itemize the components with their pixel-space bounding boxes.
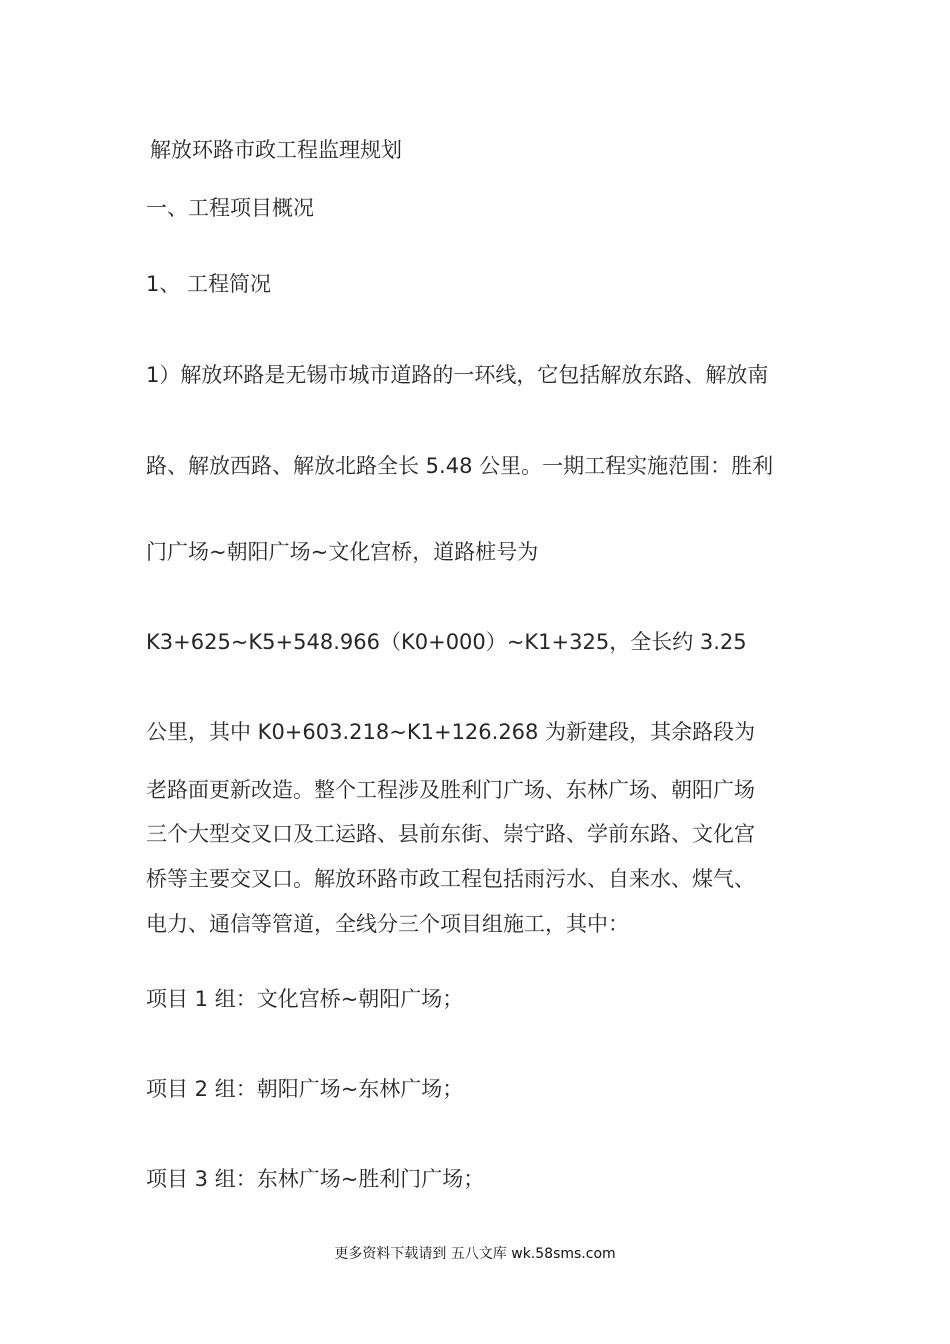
body-line: 三个大型交叉口及工运路、县前东街、崇宁路、学前东路、文化宫 (146, 822, 755, 846)
list-item: 项目 2 组：朝阳广场~东林广场； (146, 1077, 464, 1101)
section-heading: 一、工程项目概况 (146, 196, 314, 220)
body-line: 门广场~朝阳广场~文化宫桥，道路桩号为 (146, 540, 539, 564)
footer-link[interactable]: 更多资料下载请到 五八文库 wk.58sms.com (334, 1246, 616, 1262)
body-line: 1）解放环路是无锡市城市道路的一环线，它包括解放东路、解放南 (146, 363, 769, 387)
body-line: K3+625~K5+548.966（K0+000）~K1+325，全长约 3.25 (146, 630, 747, 654)
body-line: 电力、通信等管道，全线分三个项目组施工，其中： (146, 912, 629, 936)
body-line: 公里，其中 K0+603.218~K1+126.268 为新建段，其余路段为 (146, 720, 756, 744)
body-line: 路、解放西路、解放北路全长 5.48 公里。一期工程实施范围：胜利 (146, 454, 774, 478)
list-item: 项目 3 组：东林广场~胜利门广场； (146, 1167, 485, 1191)
body-line: 老路面更新改造。整个工程涉及胜利门广场、东林广场、朝阳广场 (146, 778, 755, 802)
body-line: 桥等主要交叉口。解放环路市政工程包括雨污水、自来水、煤气、 (146, 867, 755, 891)
document-title: 解放环路市政工程监理规划 (150, 138, 402, 162)
subsection-heading: 1、 工程简况 (146, 272, 272, 296)
list-item: 项目 1 组：文化宫桥~朝阳广场； (146, 987, 464, 1011)
